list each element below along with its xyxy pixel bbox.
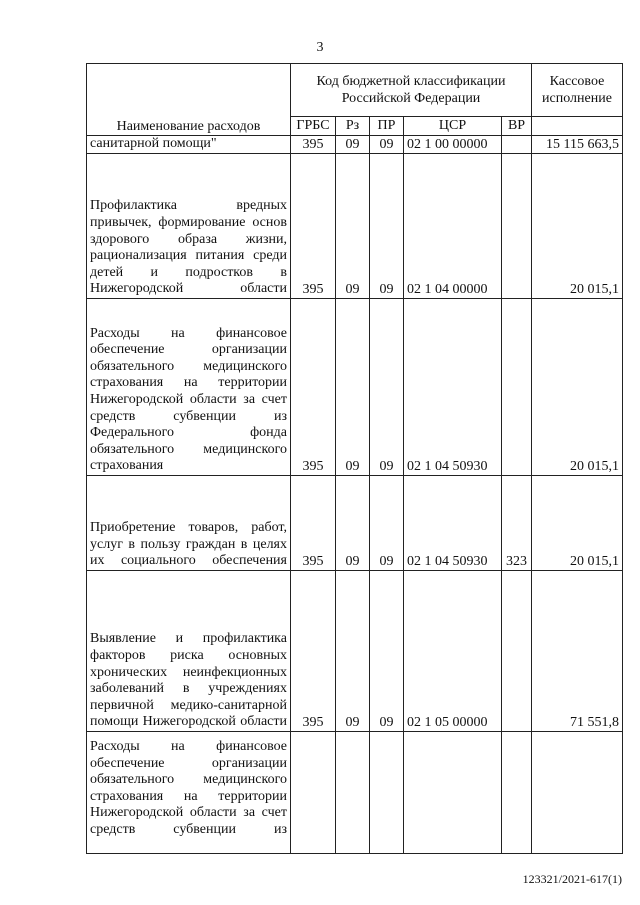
amount-cell: 20 015,1	[532, 299, 623, 476]
header-cash-execution: Кассовое исполнение	[532, 64, 623, 117]
table-row	[87, 136, 623, 154]
expense-name: Расходы на финансовое обеспечение организации обязательного медицинского страхования на территории Нижегородской области за счет средств субвенции из	[87, 732, 291, 854]
table-row	[87, 732, 623, 854]
grbs-cell: 395	[291, 136, 336, 154]
vr-cell	[502, 154, 532, 299]
amount-cell	[532, 732, 623, 854]
vr-cell	[502, 571, 532, 732]
rz-cell: 09	[336, 476, 370, 571]
rz-cell: 09	[336, 136, 370, 154]
expense-name: Расходы на финансовое обеспечение организации обязательного медицинского страхования на территории Нижегородской области за счет средств субвенции из Федерального фонда обязательного медицинского страхования	[87, 299, 291, 476]
grbs-cell: 395	[291, 476, 336, 571]
table-row	[87, 476, 623, 571]
expense-name: Профилактика вредных привычек, формирование основ здорового образа жизни, рационализация питания среди детей и подростков в Нижегородской области	[87, 154, 291, 299]
document-code: 123321/2021-617(1)	[522, 872, 622, 886]
amount-cell: 15 115 663,5	[532, 136, 623, 154]
expense-name: санитарной помощи"	[87, 136, 291, 154]
header-csr: ЦСР	[404, 117, 502, 136]
pr-cell: 09	[370, 571, 404, 732]
pr-cell: 09	[370, 154, 404, 299]
header-cash-blank	[532, 117, 623, 136]
table-row	[87, 571, 623, 732]
rz-cell	[336, 732, 370, 854]
rz-cell: 09	[336, 154, 370, 299]
vr-cell	[502, 732, 532, 854]
expense-name: Приобретение товаров, работ, услуг в пользу граждан в целях их социального обеспечения	[87, 476, 291, 571]
header-pr: ПР	[370, 117, 404, 136]
pr-cell: 09	[370, 476, 404, 571]
budget-expenses-table	[86, 63, 623, 854]
csr-cell: 02 1 00 00000	[404, 136, 502, 154]
vr-cell	[502, 136, 532, 154]
grbs-cell: 395	[291, 299, 336, 476]
grbs-cell: 395	[291, 154, 336, 299]
grbs-cell	[291, 732, 336, 854]
rz-cell: 09	[336, 299, 370, 476]
table-row	[87, 154, 623, 299]
amount-cell: 71 551,8	[532, 571, 623, 732]
header-vr: ВР	[502, 117, 532, 136]
expense-name: Выявление и профилактика факторов риска основных хронических неинфекционных заболеваний в учреждениях первичной медико-санитарной помощи Нижегородской области	[87, 571, 291, 732]
amount-cell: 20 015,1	[532, 154, 623, 299]
csr-cell: 02 1 04 50930	[404, 299, 502, 476]
pr-cell: 09	[370, 136, 404, 154]
pr-cell: 09	[370, 299, 404, 476]
csr-cell: 02 1 04 50930	[404, 476, 502, 571]
page-number: 3	[316, 40, 324, 55]
rz-cell: 09	[336, 571, 370, 732]
header-grbs: ГРБС	[291, 117, 336, 136]
csr-cell: 02 1 04 00000	[404, 154, 502, 299]
header-expense-name: Наименование расходов	[87, 64, 291, 136]
pr-cell	[370, 732, 404, 854]
vr-cell	[502, 299, 532, 476]
table-row	[87, 299, 623, 476]
grbs-cell: 395	[291, 571, 336, 732]
header-budget-classification-code: Код бюджетной классификации Российской Федерации	[291, 64, 532, 117]
csr-cell	[404, 732, 502, 854]
header-rz: Рз	[336, 117, 370, 136]
vr-cell: 323	[502, 476, 532, 571]
csr-cell: 02 1 05 00000	[404, 571, 502, 732]
amount-cell: 20 015,1	[532, 476, 623, 571]
